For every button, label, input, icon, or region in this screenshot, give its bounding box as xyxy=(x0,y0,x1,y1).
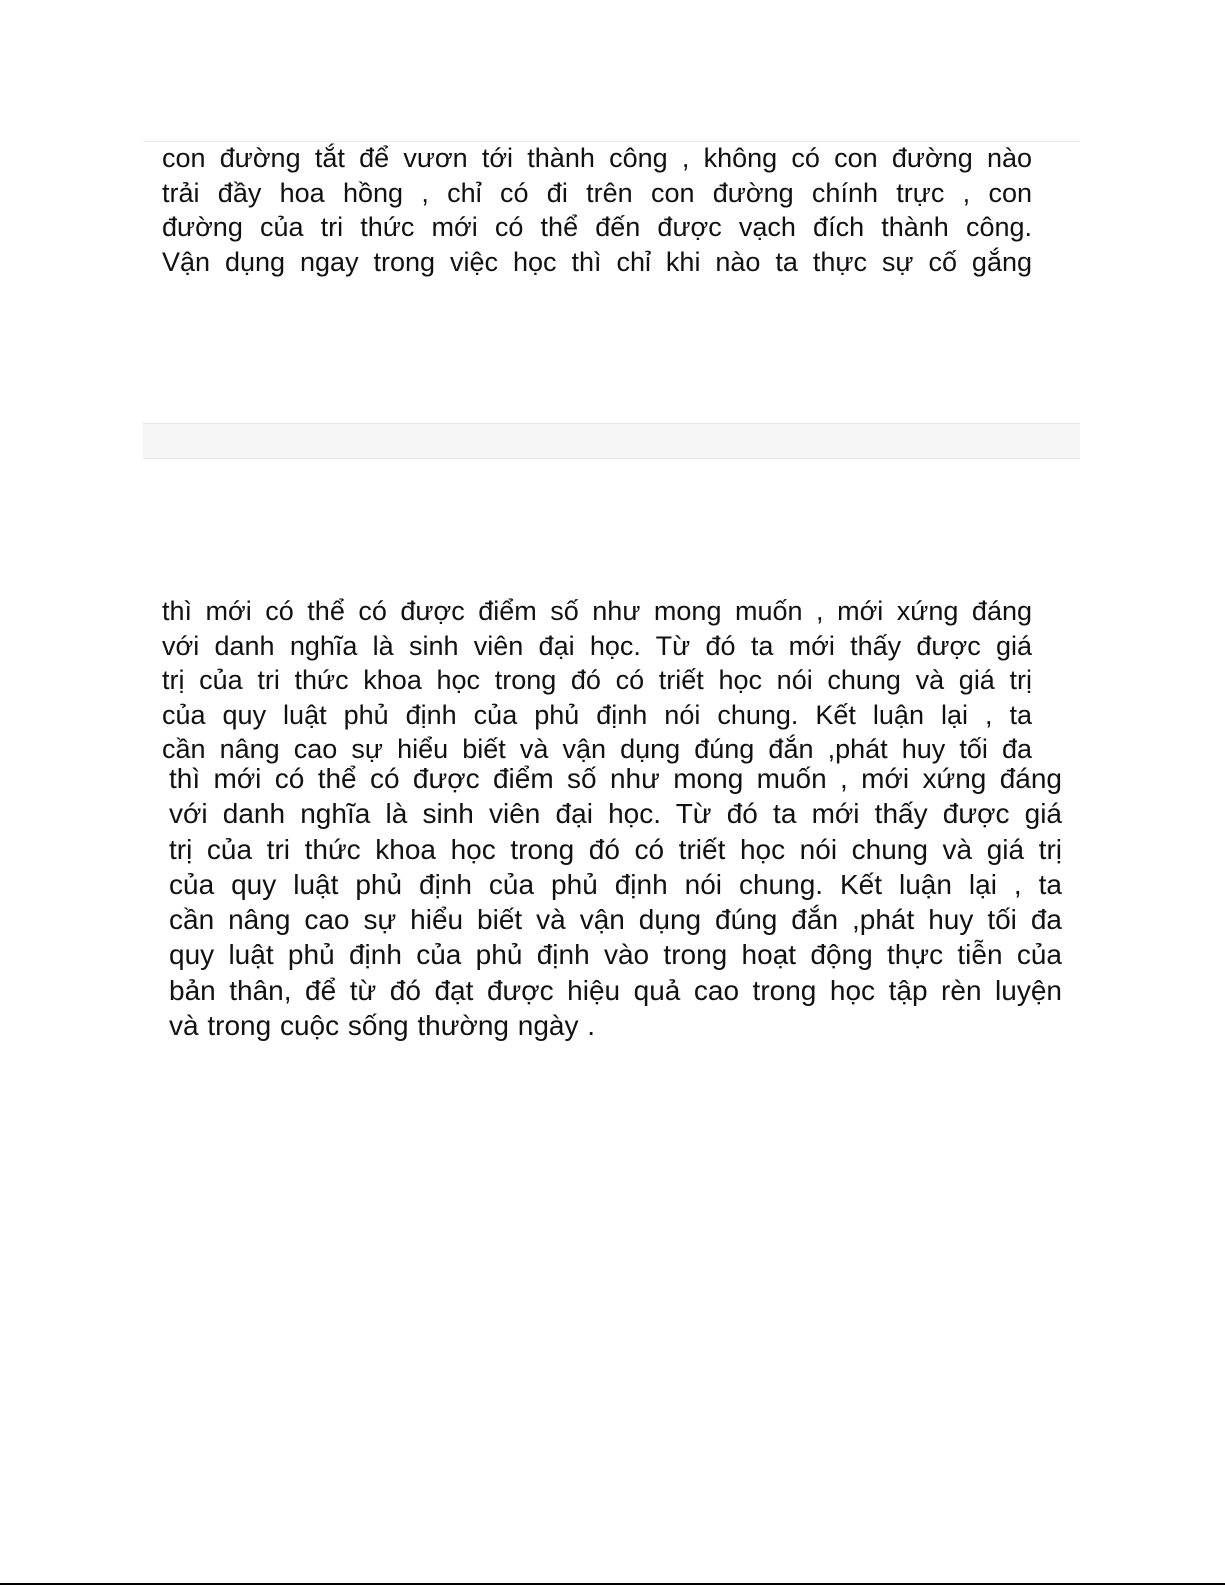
text-line: cần nâng cao sự hiểu biết và vận dụng đúng đắn ,phát huy tối đa xyxy=(169,904,1062,936)
text-line-clipped: cần nâng cao sự hiểu biết và vận dụng đúng đắn ,phát huy tối đa xyxy=(162,734,1032,764)
text-fragment-middle xyxy=(162,594,1032,764)
text-line-last: và trong cuộc sống thường ngày . xyxy=(169,1010,596,1042)
text-fragment-top xyxy=(162,141,1032,279)
text-line: trị của tri thức khoa học trong đó có triết học nói chung và giá trị xyxy=(169,833,1062,865)
text-fragment-bottom xyxy=(169,761,1062,1043)
text-line: trị của tri thức khoa học trong đó có triết học nói chung và giá trị xyxy=(162,665,1032,695)
text-line: thì mới có thể có được điểm số như mong muốn , mới xứng đáng xyxy=(169,763,1062,794)
text-line: con đường tắt để vươn tới thành công , không có con đường nào xyxy=(162,143,1032,173)
text-line: của quy luật phủ định của phủ định nói chung. Kết luận lại , ta xyxy=(169,868,1062,900)
text-line: của quy luật phủ định của phủ định nói chung. Kết luận lại , ta xyxy=(162,699,1032,730)
text-line: với danh nghĩa là sinh viên đại học. Từ đó ta mới thấy được giá xyxy=(162,630,1032,661)
text-line: trải đầy hoa hồng , chỉ có đi trên con đường chính trực , con xyxy=(162,177,1032,208)
text-line: thì mới có thể có được điểm số như mong muốn , mới xứng đáng xyxy=(162,596,1032,626)
text-line: với danh nghĩa là sinh viên đại học. Từ đó ta mới thấy được giá xyxy=(169,798,1062,830)
text-line: quy luật phủ định của phủ định vào trong hoạt động thực tiễn của xyxy=(169,939,1062,971)
page-gap-band xyxy=(143,423,1080,459)
text-line: Vận dụng ngay trong việc học thì chỉ khi nào ta thực sự cố gắng xyxy=(162,246,1032,277)
text-line: đường của tri thức mới có thể đến được vạch đích thành công. xyxy=(162,212,1032,242)
text-line: bản thân, để từ đó đạt được hiệu quả cao trong học tập rèn luyện xyxy=(169,974,1062,1006)
